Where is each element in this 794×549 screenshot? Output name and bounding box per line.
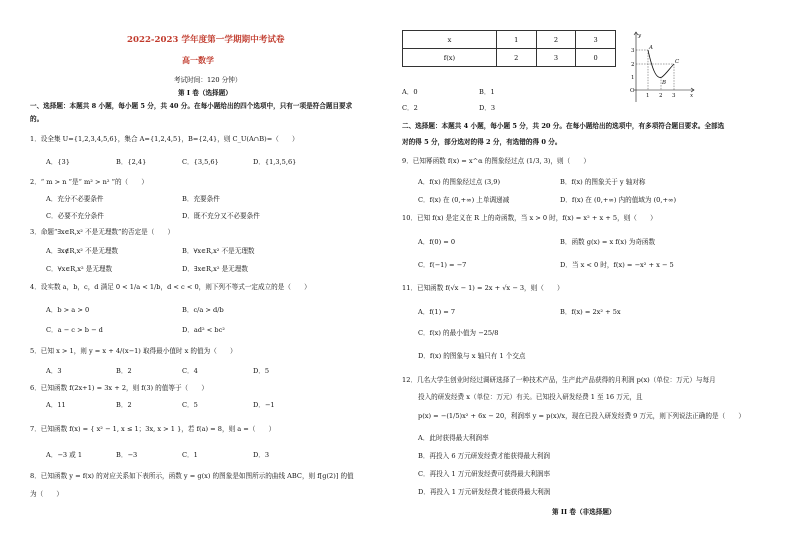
table-cell: f(x) <box>403 49 497 67</box>
y-tick-2: 2 <box>631 62 635 68</box>
section-one-instructions: 一、选择题：本题共 8 小题，每小题 5 分，共 40 分。在每小题给出的四个选项中，只有一项是符合题目要求 <box>30 102 353 110</box>
question-2-option-a: A．充分不必要条件 <box>46 195 104 203</box>
question-2-option-b: B．充要条件 <box>182 195 220 203</box>
table-row <box>403 31 616 49</box>
section-two-instructions-cont: 对的得 5 分，部分选对的得 2 分，有选错的得 0 分。 <box>402 138 562 146</box>
question-3-stem: 3．命题“∃x∈R,x² 不是无理数”的否定是（ ） <box>30 228 175 236</box>
origin-label: O <box>630 88 635 94</box>
function-value-table <box>402 30 616 67</box>
question-12-option-d: D．再投入 1 万元研发经费才能获得最大利润 <box>418 488 551 496</box>
question-7-option-c: C．1 <box>182 451 198 459</box>
question-7-option-a: A．−3 或 1 <box>46 451 83 459</box>
question-10-stem: 10．已知 f(x) 是定义在 R 上的奇函数，当 x > 0 时，f(x) = x² + x + 5，则（ ） <box>402 214 657 222</box>
question-5-option-b: B．2 <box>116 367 132 375</box>
curve-abc-graph <box>624 28 696 104</box>
question-7-option-b: B．−3 <box>116 451 138 459</box>
question-8-option-d: D．3 <box>479 104 496 112</box>
question-8-option-a: A．0 <box>402 88 418 96</box>
table-row <box>403 49 616 67</box>
question-4-stem: 4．设实数 a，b，c，d 满足 0 < 1/a < 1/b，d < c < 0，则下列不等式一定成立的是（ ） <box>30 283 311 291</box>
question-6-option-b: B．2 <box>116 401 132 409</box>
y-tick-1: 1 <box>631 75 635 81</box>
section-two-instructions: 二、选择题：本题共 4 小题，每小题 5 分，共 20 分。在每小题给出的选项中，有多项符合题目要求。全部选 <box>402 122 725 130</box>
question-12-option-b: B．再投入 6 万元研发经费才能获得最大利润 <box>418 452 550 460</box>
question-9-option-d: D．f(x) 在 (0,+∞) 内的值域为 (0,+∞) <box>560 196 677 204</box>
question-11-option-d: D．f(x) 的图象与 x 轴只有 1 个交点 <box>418 352 526 360</box>
question-3-option-a: A．∃x∉R,x² 不是无理数 <box>46 247 119 255</box>
question-10-option-a: A．f(0) = 0 <box>418 238 456 246</box>
question-8-option-c: C．2 <box>402 104 418 112</box>
table-cell: x <box>403 31 497 49</box>
question-12-option-a: A．此时获得最大利润率 <box>418 434 489 442</box>
question-10-option-c: C．f(−1) = −7 <box>418 261 467 269</box>
question-6-stem: 6．已知函数 f(2x+1) = 3x + 2，则 f(3) 的值等于（ ） <box>30 384 208 392</box>
question-5-stem: 5．已知 x > 1，则 y = x + 4/(x−1) 取得最小值时 x 的值为（ ） <box>30 347 237 355</box>
question-6-option-d: D．−1 <box>253 401 275 409</box>
question-7-option-d: D．3 <box>253 451 270 459</box>
question-3-option-c: C．∀x∈R,x² 是无理数 <box>46 265 113 273</box>
table-cell: 0 <box>576 49 616 67</box>
point-c-label: C <box>675 59 680 65</box>
x-tick-2: 2 <box>659 93 663 99</box>
table-cell: 2 <box>536 31 576 49</box>
section-one-instructions-cont: 的。 <box>30 115 44 123</box>
volume-two-heading: 第 II 卷（非选择题） <box>552 508 616 516</box>
y-tick-3: 3 <box>631 48 635 54</box>
exam-title: 2022-2023 学年度第一学期期中考试卷 <box>127 35 285 45</box>
question-6-option-a: A．11 <box>46 401 66 409</box>
question-7-stem: 7．已知函数 f(x) = { x² − 1, x ≤ 1；3x, x > 1 }，若 f(a) = 8，则 a =（ ） <box>30 425 276 433</box>
question-9-option-c: C．f(x) 在 (0,+∞) 上单调递减 <box>418 196 510 204</box>
question-4-option-c: C．a − c > b − d <box>46 326 103 334</box>
question-1-option-a: A．{3} <box>46 158 70 166</box>
question-1-stem: 1．设全集 U={1,2,3,4,5,6}，集合 A={1,2,4,5}，B={2,4}，则 C_U(A∩B)=（ ） <box>30 135 299 143</box>
question-12-stem-cont: 投入的研发经费 x（单位：万元）有关。已知投入研发经费 1 至 16 万元，且 <box>418 393 643 401</box>
question-1-option-c: C．{3,5,6} <box>182 158 219 166</box>
question-12-stem: 12．几名大学生创业时经过调研选择了一种技术产品，生产此产品获得的月利润 p(x)（单位：万元）与每月 <box>402 376 716 384</box>
question-6-option-c: C．5 <box>182 401 198 409</box>
question-8-stem: 8．已知函数 y = f(x) 的对应关系如下表所示，函数 y = g(x) 的图象是如图所示的曲线 ABC，则 f[g(2)] 的值 <box>30 472 354 480</box>
point-b-label: B <box>662 80 667 86</box>
question-11-option-b: B．f(x) = 2x² + 5x <box>560 308 621 316</box>
question-9-option-a: A．f(x) 的图象经过点 (3,9) <box>418 178 501 186</box>
exam-time: 考试时间：120 分钟） <box>174 76 242 84</box>
table-cell: 3 <box>536 49 576 67</box>
question-1-option-d: D．{1,3,5,6} <box>253 158 297 166</box>
question-11-option-a: A．f(1) = 7 <box>418 308 456 316</box>
curve-abc <box>648 50 674 77</box>
question-4-option-d: D．ad² < bc² <box>182 326 225 334</box>
question-4-option-b: B．c/a > d/b <box>182 306 224 314</box>
volume-one-heading: 第 I 卷（选择题） <box>178 89 232 97</box>
table-cell: 3 <box>576 31 616 49</box>
question-9-stem: 9．已知幂函数 f(x) = x^α 的图象经过点 (1/3, 3)，则（ ） <box>402 157 591 165</box>
question-2-option-d: D．既不充分又不必要条件 <box>182 212 260 220</box>
question-12-stem-formula: p(x) = −(1/5)x² + 6x − 20，利润率 y = p(x)/x，现在已投入研发经费 9 万元，则下列说法正确的是（ ） <box>418 412 745 420</box>
question-3-option-d: D．∃x∈R,x² 是无理数 <box>182 265 248 273</box>
question-11-stem: 11．已知函数 f(√x − 1) = 2x + √x − 3，则（ ） <box>402 284 564 292</box>
question-1-option-b: B．{2,4} <box>116 158 147 166</box>
x-tick-1: 1 <box>646 93 650 99</box>
question-5-option-a: A．3 <box>46 367 62 375</box>
question-4-option-a: A．b > a > 0 <box>46 306 90 314</box>
question-10-option-b: B．函数 g(x) = x f(x) 为奇函数 <box>560 238 656 246</box>
question-2-option-c: C．必要不充分条件 <box>46 212 104 220</box>
question-9-option-b: B．f(x) 的图象关于 y 轴对称 <box>560 178 646 186</box>
question-10-option-d: D．当 x < 0 时，f(x) = −x² + x − 5 <box>560 261 674 269</box>
question-5-option-d: D．5 <box>253 367 270 375</box>
table-cell: 1 <box>496 31 536 49</box>
table-cell: 2 <box>496 49 536 67</box>
question-3-option-b: B．∀x∈R,x² 不是无理数 <box>182 247 255 255</box>
question-5-option-c: C．4 <box>182 367 198 375</box>
exam-subject: 高一数学 <box>182 55 214 65</box>
y-axis-label: y <box>638 33 642 39</box>
question-12-option-c: C．再投入 1 万元研发经费可获得最大利润率 <box>418 470 551 478</box>
question-2-stem: 2．“ m > n ”是“ m² > n² ”的（ ） <box>30 178 148 186</box>
question-8-option-b: B．1 <box>479 88 495 96</box>
x-axis-label: x <box>690 93 694 99</box>
question-8-stem-cont: 为（ ） <box>30 490 63 498</box>
point-a-label: A <box>649 45 653 51</box>
question-11-option-c: C．f(x) 的最小值为 −25/8 <box>418 329 499 337</box>
x-tick-3: 3 <box>672 93 676 99</box>
